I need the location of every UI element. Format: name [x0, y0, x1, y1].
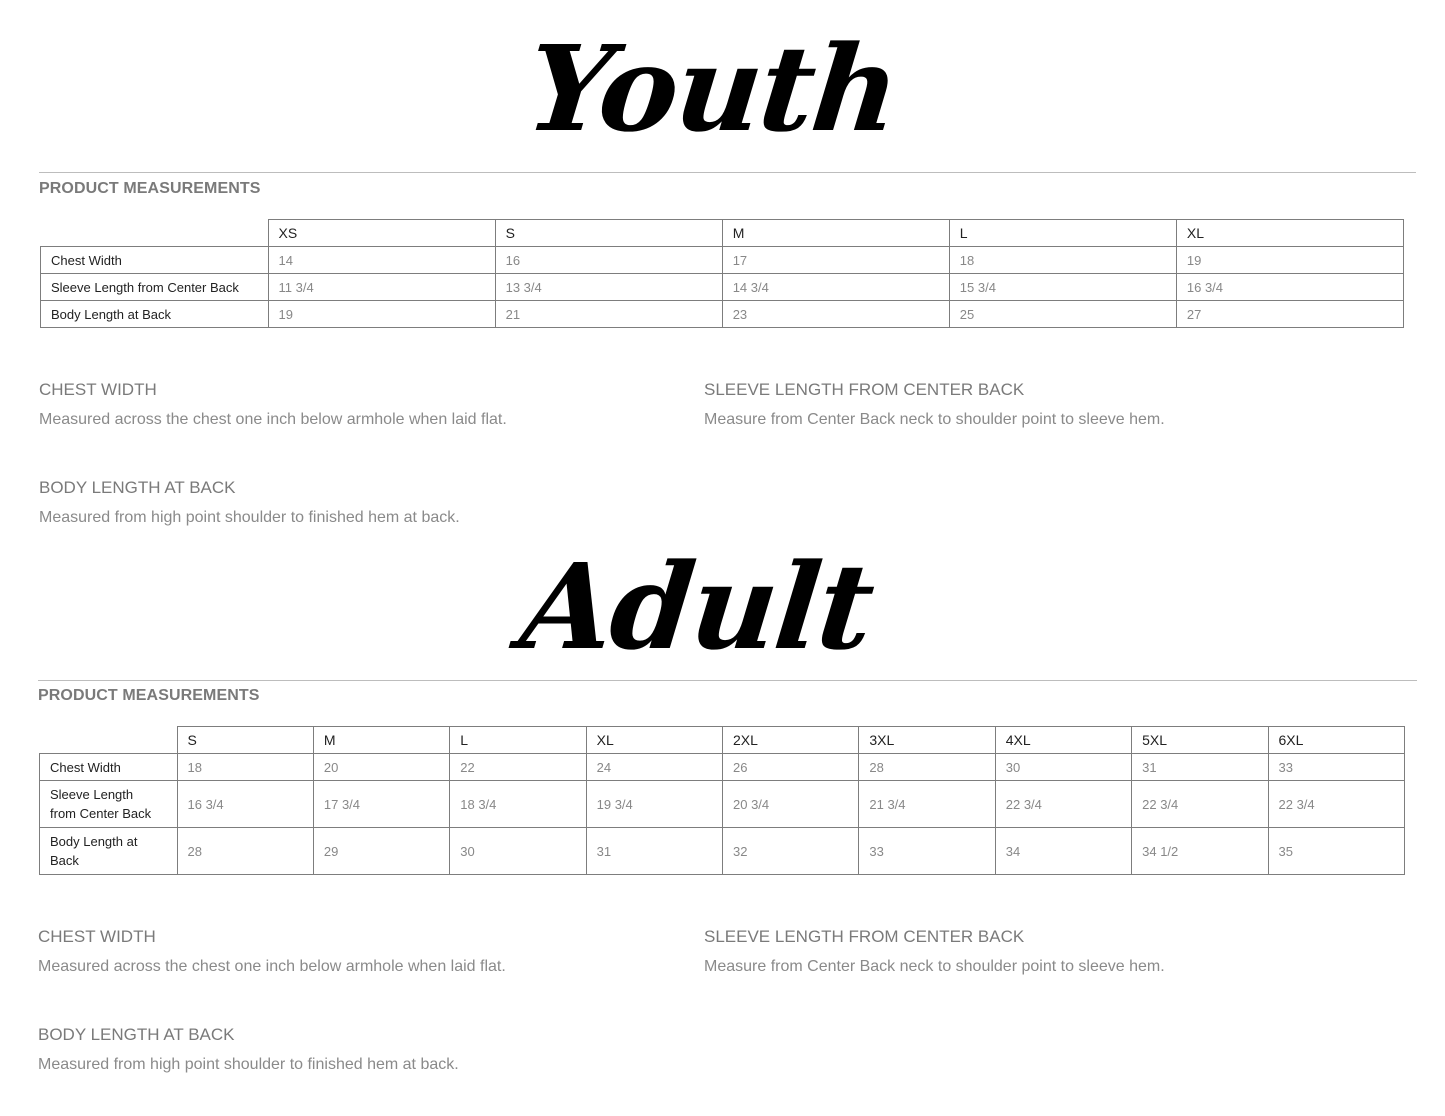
- table-cell: 14: [268, 247, 495, 274]
- table-cell: 19 3/4: [586, 781, 722, 828]
- table-cell: 20: [313, 754, 449, 781]
- table-cell: 13 3/4: [495, 274, 722, 301]
- youth-body-length-text: Measured from high point shoulder to finished hem at back.: [39, 509, 460, 526]
- table-cell: 30: [995, 754, 1131, 781]
- youth-sleeve-length-text: Measure from Center Back neck to shoulder point to sleeve hem.: [704, 411, 1165, 428]
- size-header: L: [450, 727, 586, 754]
- table-cell: 34: [995, 828, 1131, 875]
- table-cell: 35: [1268, 828, 1405, 875]
- size-header: M: [722, 220, 949, 247]
- table-row: [40, 754, 1405, 781]
- row-label: [40, 828, 178, 875]
- youth-chest-width-title: CHEST WIDTH: [39, 380, 157, 399]
- size-header: 5XL: [1132, 727, 1268, 754]
- row-label-line: Chest Width: [50, 759, 121, 775]
- table-cell: 19: [1176, 247, 1403, 274]
- table-row: [41, 301, 1404, 328]
- size-header: 2XL: [723, 727, 859, 754]
- table-cell: 33: [859, 828, 995, 875]
- row-label: Sleeve Length from Center Back: [41, 274, 269, 301]
- table-cell: 19: [268, 301, 495, 328]
- size-header: 6XL: [1268, 727, 1405, 754]
- table-cell: 16 3/4: [177, 781, 313, 828]
- adult-section-heading: PRODUCT MEASUREMENTS: [38, 687, 260, 704]
- table-cell: 17: [722, 247, 949, 274]
- row-label: [40, 754, 178, 781]
- youth-chest-width-text: Measured across the chest one inch below armhole when laid flat.: [39, 411, 507, 428]
- table-cell: 16: [495, 247, 722, 274]
- size-header: S: [495, 220, 722, 247]
- table-cell: 22 3/4: [995, 781, 1131, 828]
- size-header: S: [177, 727, 313, 754]
- size-header: 4XL: [995, 727, 1131, 754]
- row-label: Chest Width: [41, 247, 269, 274]
- size-header: 3XL: [859, 727, 995, 754]
- table-cell: 25: [949, 301, 1176, 328]
- size-header: XS: [268, 220, 495, 247]
- size-header: XL: [1176, 220, 1403, 247]
- table-cell: 21: [495, 301, 722, 328]
- table-row: [41, 274, 1404, 301]
- table-cell: 22 3/4: [1268, 781, 1405, 828]
- table-cell: 18: [949, 247, 1176, 274]
- size-header: L: [949, 220, 1176, 247]
- table-cell: 22 3/4: [1132, 781, 1268, 828]
- table-cell: 34 1/2: [1132, 828, 1268, 875]
- table-cell: 11 3/4: [268, 274, 495, 301]
- table-header-row: [41, 220, 1404, 247]
- table-cell: 24: [586, 754, 722, 781]
- size-header: M: [313, 727, 449, 754]
- table-corner-cell: [41, 220, 269, 247]
- table-cell: 22: [450, 754, 586, 781]
- table-cell: 33: [1268, 754, 1405, 781]
- youth-body-length-title: BODY LENGTH AT BACK: [39, 478, 236, 497]
- table-row: [41, 247, 1404, 274]
- size-header: XL: [586, 727, 722, 754]
- adult-chest-width-title: CHEST WIDTH: [38, 927, 156, 946]
- table-cell: 31: [586, 828, 722, 875]
- table-cell: 26: [723, 754, 859, 781]
- table-cell: 31: [1132, 754, 1268, 781]
- table-cell: 29: [313, 828, 449, 875]
- adult-sleeve-length-title: SLEEVE LENGTH FROM CENTER BACK: [704, 927, 1025, 946]
- table-cell: 17 3/4: [313, 781, 449, 828]
- table-cell: 27: [1176, 301, 1403, 328]
- youth-divider: [39, 172, 1416, 173]
- adult-title: Adult: [514, 537, 879, 676]
- table-cell: 28: [859, 754, 995, 781]
- table-cell: 16 3/4: [1176, 274, 1403, 301]
- table-cell: 30: [450, 828, 586, 875]
- row-label-line: Body Length at: [50, 834, 138, 849]
- youth-section-heading: PRODUCT MEASUREMENTS: [39, 180, 261, 197]
- table-header-row: [40, 727, 1405, 754]
- adult-size-table: [39, 726, 1405, 875]
- table-row: [40, 781, 1405, 828]
- table-cell: 14 3/4: [722, 274, 949, 301]
- youth-title: Youth: [520, 19, 905, 158]
- adult-divider: [38, 680, 1417, 681]
- adult-body-length-title: BODY LENGTH AT BACK: [38, 1025, 235, 1044]
- table-corner-cell: [40, 727, 178, 754]
- table-cell: 18: [177, 754, 313, 781]
- youth-sleeve-length-title: SLEEVE LENGTH FROM CENTER BACK: [704, 380, 1025, 399]
- row-label-line: Sleeve Length: [50, 787, 134, 802]
- row-label-line: Back: [50, 853, 79, 868]
- youth-size-table: [40, 219, 1404, 328]
- adult-body-length-text: Measured from high point shoulder to finished hem at back.: [38, 1056, 459, 1073]
- row-label: Body Length at Back: [41, 301, 269, 328]
- row-label: [40, 781, 178, 828]
- adult-sleeve-length-text: Measure from Center Back neck to shoulder point to sleeve hem.: [704, 958, 1165, 975]
- adult-chest-width-text: Measured across the chest one inch below armhole when laid flat.: [38, 958, 506, 975]
- table-row: [40, 828, 1405, 875]
- row-label-line: from Center Back: [50, 806, 152, 821]
- table-cell: 20 3/4: [723, 781, 859, 828]
- table-cell: 15 3/4: [949, 274, 1176, 301]
- table-cell: 32: [723, 828, 859, 875]
- table-cell: 28: [177, 828, 313, 875]
- table-cell: 18 3/4: [450, 781, 586, 828]
- table-cell: 23: [722, 301, 949, 328]
- table-cell: 21 3/4: [859, 781, 995, 828]
